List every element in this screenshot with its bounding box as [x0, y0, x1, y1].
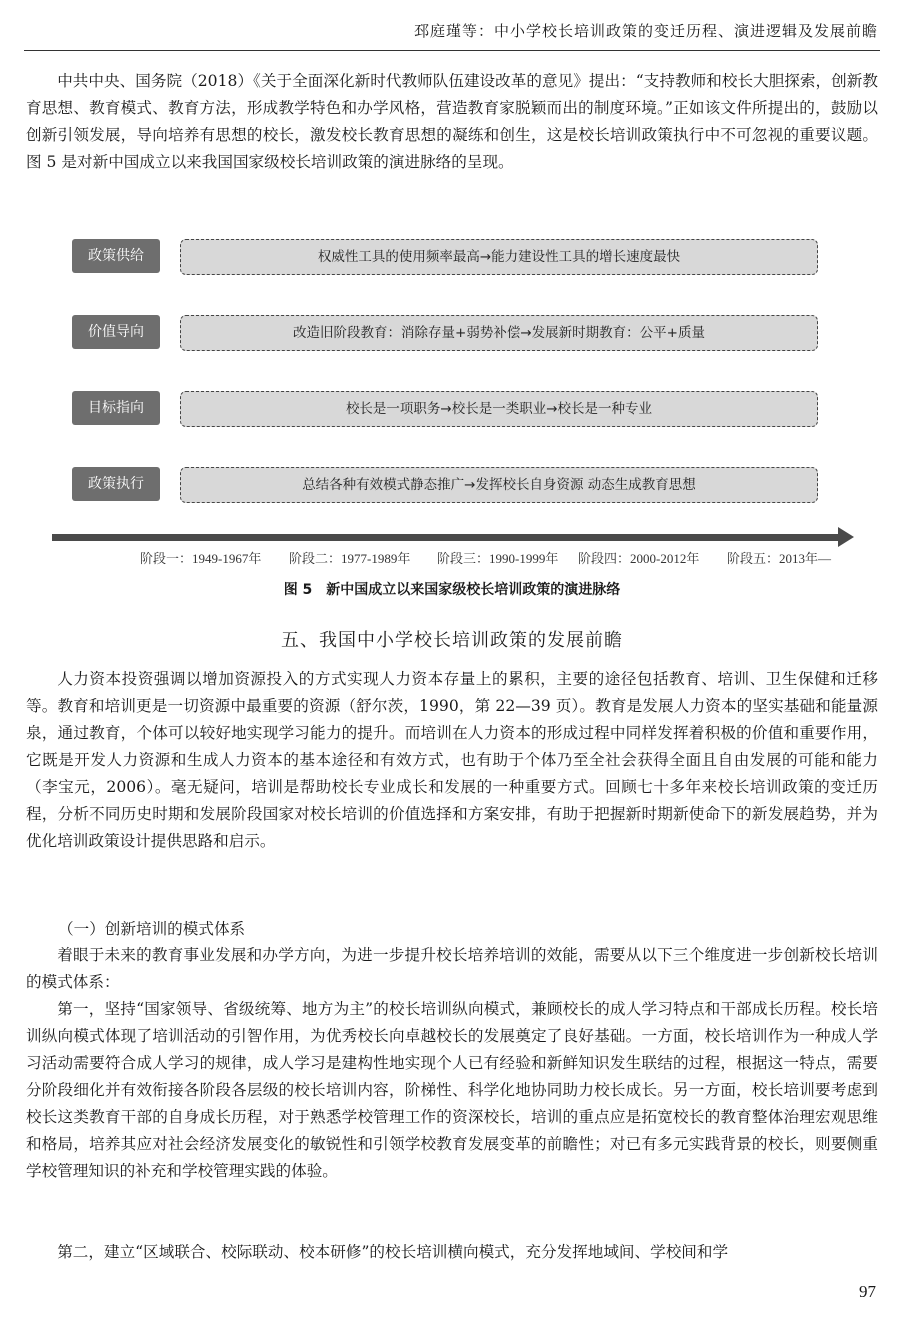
row-content-value-orientation: 改造旧阶段教育：消除存量+弱势补偿→发展新时期教育：公平+质量: [180, 315, 818, 351]
timeline-arrow-head-icon: [838, 527, 854, 547]
paragraph-second-point: 第二，建立“区域联合、校际联动、校本研修”的校长培训横向模式，充分发挥地域间、学校间和学: [57, 1243, 729, 1261]
row-content-policy-execution: 总结各种有效模式静态推广→发挥校长自身资源 动态生成教育思想: [180, 467, 818, 503]
header-rule: [24, 50, 880, 51]
figure-5-diagram: [0, 220, 904, 580]
stage-1-label: 阶段一：1949-1967年: [140, 551, 262, 566]
stage-5-label: 阶段五：2013年—: [727, 551, 832, 566]
paragraph-first-point: 第一，坚持“国家领导、省级统筹、地方为主”的校长培训纵向模式，兼顾校长的成人学习特点和干部成长历程。校长培训纵向模式体现了培训活动的引智作用，为优秀校长向卓越校长的发展奠定了良好基础。一方面，校长培训作为一种成人学习活动需要符合成人学习的规律，成人学习是建构性地实现个人已有经验和新鲜知识发生联结的过程，根据这一特点，需要分阶段细化并有效衔接各阶段各层级的校长培训内容，阶梯性、科学化地协同助力校长成长。另一方面，校长培训要考虑到校长这类教育干部的自身成长历程，对于熟悉学校管理工作的资深校长，培训的重点应是拓宽校长的教育整体治理宏观思维和格局，培养其应对社会经济发展变化的敏锐性和引领学校教育发展变革的前瞻性；对已有多元实践背景的校长，则要侧重学校管理知识的补充和学校管理实践的体验。: [26, 1000, 878, 1180]
row-label-goal: 目标指向: [72, 391, 160, 425]
paragraph-human-capital: 人力资本投资强调以增加资源投入的方式实现人力资本存量上的累积，主要的途径包括教育、培训、卫生保健和迁移等。教育和培训更是一切资源中最重要的资源（舒尔茨，1990，第 22—39 页）。教育是发展人力资本的坚实基础和能量源泉，通过教育，个体可以较好地实现学习能力的提升。而培训在人力资本的形成过程中同样发挥着积极的价值和重要作用，它既是开发人力资源和生成人力资本的基本途径和有效方式，也有助于个体乃至全社会获得全面且自由发展的可能和能力（李宝元，2006）。毫无疑问，培训是帮助校长专业成长和发展的一种重要方式。回顾七十多年来校长培训政策的变迁历程，分析不同历史时期和发展阶段国家对校长培训的价值选择和方案安排，有助于把握新时期新使命下的新发展趋势，并为优化培训政策设计提供思路和启示。: [26, 670, 878, 850]
row-label-policy-supply: 政策供给: [72, 239, 160, 273]
running-header: 邳庭瑾等：中小学校长培训政策的变迁历程、演进逻辑及发展前瞻: [413, 22, 878, 40]
paragraph-intro: 中共中央、国务院（2018）《关于全面深化新时代教师队伍建设改革的意见》提出：“支持教师和校长大胆探索，创新教育思想、教育模式、教育方法，形成教学特色和办学风格，营造教育家脱颖而出的制度环境。”正如该文件所提出的，鼓励以创新引领发展，导向培养有思想的校长，激发校长教育思想的凝练和创生，这是校长培训政策执行中不可忽视的重要议题。图 5 是对新中国成立以来我国国家级校长培训政策的演进脉络的呈现。: [26, 72, 878, 171]
paragraph-three-dimensions: 着眼于未来的教育事业发展和办学方向，为进一步提升校长培养培训的效能，需要从以下三个维度进一步创新校长培训的模式体系：: [26, 946, 878, 991]
stage-2-label: 阶段二：1977-1989年: [289, 551, 411, 566]
page-number: 97: [859, 1282, 876, 1301]
row-content-policy-supply: 权威性工具的使用频率最高→能力建设性工具的增长速度最快: [180, 239, 818, 275]
timeline-arrow: [52, 534, 842, 541]
stage-3-label: 阶段三：1990-1999年: [437, 551, 559, 566]
row-content-goal: 校长是一项职务→校长是一类职业→校长是一种专业: [180, 391, 818, 427]
subsection-title: （一）创新培训的模式体系: [58, 920, 246, 938]
row-label-policy-execution: 政策执行: [72, 467, 160, 501]
section-title: 五、我国中小学校长培训政策的发展前瞻: [281, 630, 623, 651]
stage-4-label: 阶段四：2000-2012年: [578, 551, 700, 566]
row-label-value-orientation: 价值导向: [72, 315, 160, 349]
figure-caption: 图 5 新中国成立以来国家级校长培训政策的演进脉络: [283, 582, 621, 598]
